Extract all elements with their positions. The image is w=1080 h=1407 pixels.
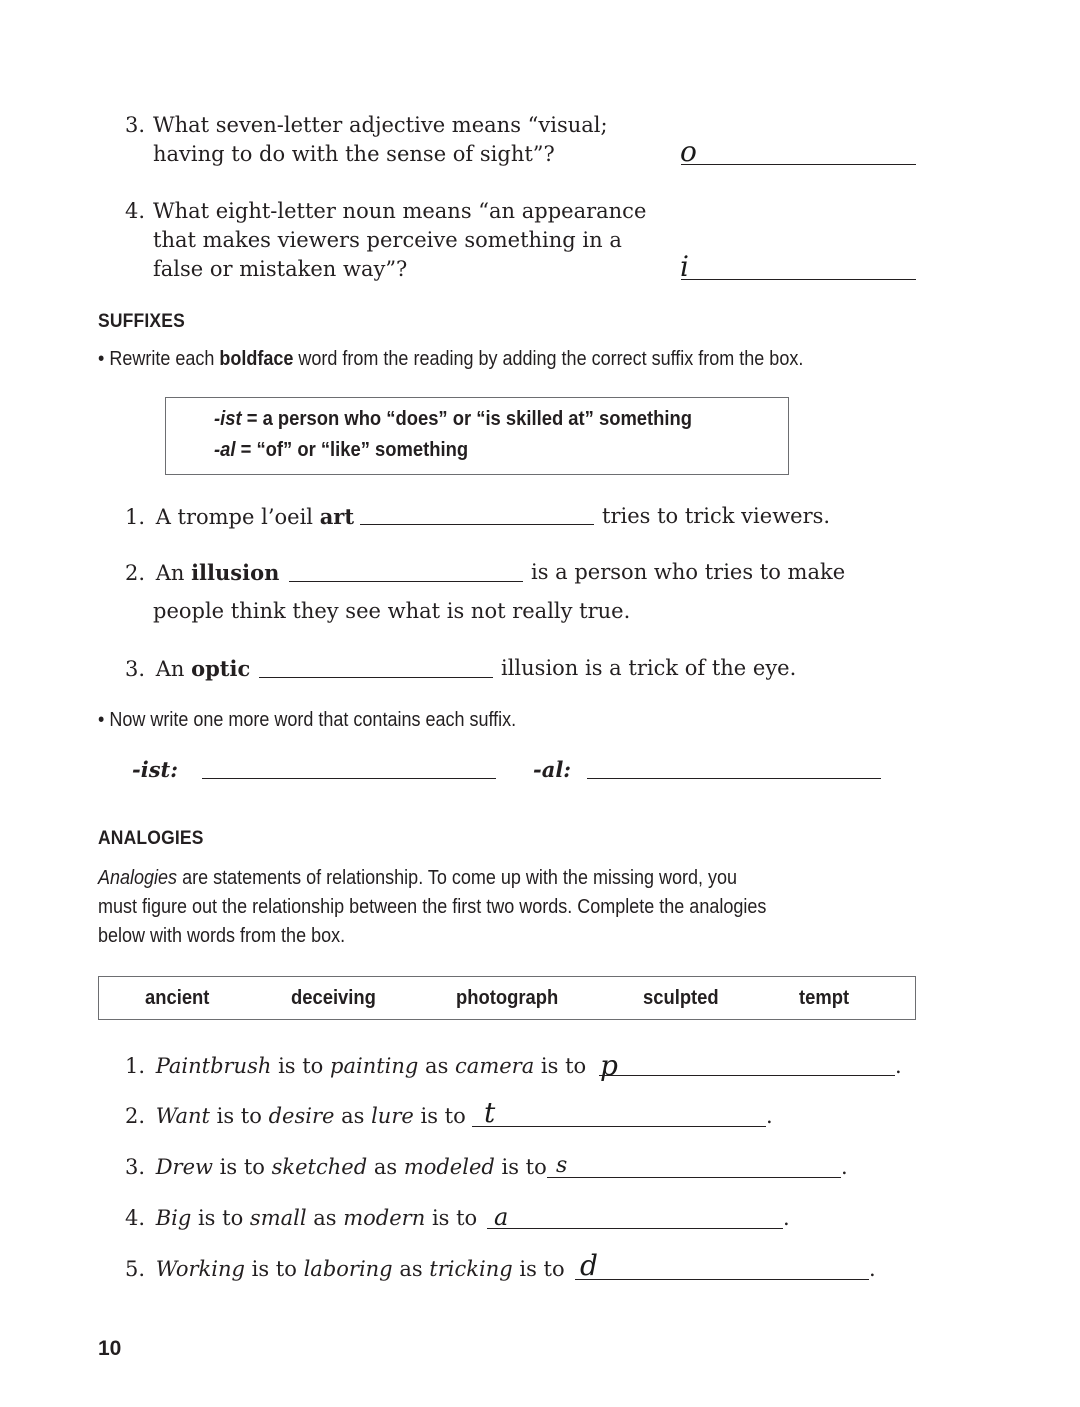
analogy-text: is to — [197, 1206, 244, 1230]
analogy-word: modeled — [403, 1155, 495, 1179]
suffix-item-3 — [115, 654, 250, 684]
answer-hint: s — [556, 1153, 568, 1178]
answer-line[interactable] — [575, 1279, 869, 1280]
word-box-item: deceiving — [291, 987, 376, 1009]
analogy-item-4 — [115, 1204, 477, 1233]
answer-line[interactable] — [681, 279, 916, 280]
analogy-item-1 — [115, 1052, 586, 1081]
sentence-end: . — [766, 1104, 773, 1128]
analogy-word: Paintbrush — [155, 1054, 272, 1078]
question-number: 3. — [124, 113, 145, 137]
instruction-text: Rewrite each — [109, 348, 215, 370]
question-text — [153, 197, 646, 284]
intro-line: below with words from the box. — [98, 925, 346, 947]
vocab-question-4 — [115, 197, 675, 287]
answer-line[interactable] — [487, 1228, 783, 1229]
item-text: tries to trick viewers. — [602, 504, 831, 528]
answer-line[interactable] — [681, 164, 916, 165]
analogy-text: as — [399, 1257, 423, 1281]
item-text: illusion is a trick of the eye. — [501, 656, 797, 680]
analogies-word-box — [98, 976, 916, 1020]
question-number: 4. — [124, 199, 145, 223]
instruction-bold: boldface — [219, 348, 294, 370]
suffix-row-ist — [214, 408, 692, 431]
word-box-item: photograph — [456, 987, 559, 1009]
analogy-word: modern — [343, 1206, 426, 1230]
intro-line — [98, 864, 845, 893]
analogy-word: Working — [155, 1257, 245, 1281]
item-number: 2. — [124, 561, 145, 585]
analogy-text: as — [425, 1054, 449, 1078]
item-number: 3. — [124, 657, 145, 681]
suffix-item-1 — [115, 502, 354, 532]
question-line: having to do with the sense of sight”? — [153, 142, 555, 166]
analogy-item-3 — [115, 1153, 547, 1182]
sentence-end: . — [895, 1054, 902, 1078]
analogy-word: small — [249, 1206, 307, 1230]
analogy-item-5 — [115, 1255, 565, 1284]
suffix-row-al — [214, 439, 468, 462]
analogy-word: laboring — [303, 1257, 393, 1281]
analogy-word: Want — [155, 1104, 210, 1128]
answer-hint: i — [680, 250, 689, 283]
analogy-word: tricking — [429, 1257, 513, 1281]
analogy-word: desire — [268, 1104, 335, 1128]
analogy-text: as — [313, 1206, 337, 1230]
sentence-end: . — [841, 1155, 848, 1179]
al-answer-line[interactable] — [587, 778, 881, 779]
answer-line[interactable] — [599, 1075, 895, 1076]
answer-line[interactable] — [547, 1177, 841, 1178]
analogy-text: is to — [431, 1206, 478, 1230]
question-line: that makes viewers perceive something in a — [153, 228, 622, 252]
suffix-label-al: -al: — [533, 757, 572, 782]
answer-hint: p — [600, 1049, 618, 1082]
question-line: What seven-letter adjective means “visual; — [153, 113, 608, 137]
analogy-text: is to — [278, 1054, 324, 1078]
suffixes-instruction — [98, 348, 803, 371]
sentence-end: . — [783, 1206, 790, 1230]
item-number: 2. — [124, 1104, 145, 1128]
suffix: -al — [214, 439, 236, 461]
intro-italic: Analogies — [98, 867, 178, 889]
section-heading-suffixes: SUFFIXES — [98, 311, 185, 332]
analogy-text: as — [373, 1155, 398, 1179]
suffixes-instruction-2 — [98, 709, 516, 732]
analogy-word: sketched — [271, 1155, 368, 1179]
analogy-word: lure — [371, 1104, 414, 1128]
item-text: A trompe l’oeil — [155, 505, 314, 529]
analogy-text: is to — [251, 1257, 297, 1281]
analogy-text: is to — [519, 1257, 565, 1281]
item-number: 5. — [124, 1257, 145, 1281]
analogy-word: Big — [155, 1206, 192, 1230]
intro-text: are statements of relationship. To come up with the missing word, you — [182, 867, 738, 889]
suffix: -ist — [214, 408, 242, 430]
item-text: people think they see what is not really true. — [153, 599, 631, 623]
analogy-word: painting — [330, 1054, 419, 1078]
item-text: An — [155, 561, 185, 585]
answer-line[interactable] — [472, 1126, 766, 1127]
analogy-text: is to — [420, 1104, 466, 1128]
analogy-text: is to — [216, 1104, 262, 1128]
item-number: 1. — [124, 505, 145, 529]
analogy-word: Drew — [155, 1155, 213, 1179]
suffix-item-2 — [115, 558, 279, 588]
answer-hint: d — [580, 1249, 598, 1282]
question-text — [153, 111, 608, 169]
answer-hint: t — [484, 1096, 496, 1129]
word-box-item: sculpted — [643, 987, 719, 1009]
question-line: false or mistaken way”? — [153, 257, 408, 281]
item-text: is a person who tries to make — [531, 560, 846, 584]
analogy-item-2 — [115, 1102, 466, 1131]
answer-line[interactable] — [360, 524, 594, 525]
item-number: 4. — [124, 1206, 145, 1230]
item-number: 3. — [124, 1155, 145, 1179]
analogies-intro — [98, 864, 845, 951]
answer-hint: o — [680, 135, 697, 168]
word-box-item: ancient — [145, 987, 210, 1009]
analogy-word: camera — [455, 1054, 535, 1078]
item-bold-word: art — [319, 504, 355, 529]
word-box-item: tempt — [799, 987, 850, 1009]
analogy-text: is to — [540, 1054, 587, 1078]
analogy-text: is to — [219, 1155, 265, 1179]
section-heading-analogies: ANALOGIES — [98, 828, 204, 849]
suffix-definition: = a person who “does” or “is skilled at” something — [246, 408, 692, 430]
suffix-box — [165, 397, 789, 475]
suffix-definition: = “of” or “like” something — [240, 439, 469, 461]
item-text: An — [155, 657, 185, 681]
bullet: • — [98, 709, 105, 731]
analogy-text: is to — [501, 1155, 547, 1179]
answer-line[interactable] — [259, 677, 493, 678]
instruction-text: word from the reading by adding the correct suffix from the box. — [298, 348, 804, 370]
item-bold-word: illusion — [191, 560, 280, 585]
item-bold-word: optic — [191, 656, 251, 681]
intro-line: must figure out the relationship between the first two words. Complete the analogies — [98, 896, 767, 918]
sentence-end: . — [869, 1257, 876, 1281]
question-line: What eight-letter noun means “an appearance — [153, 199, 647, 223]
instruction-text: Now write one more word that contains each suffix. — [109, 709, 517, 731]
answer-hint: a — [494, 1203, 509, 1231]
page-number: 10 — [98, 1337, 122, 1360]
answer-line[interactable] — [289, 581, 523, 582]
suffix-label-ist: -ist: — [132, 757, 178, 782]
bullet: • — [98, 348, 105, 370]
item-number: 1. — [124, 1054, 145, 1078]
analogy-text: as — [341, 1104, 365, 1128]
ist-answer-line[interactable] — [202, 778, 496, 779]
vocab-question-3 — [115, 111, 675, 171]
